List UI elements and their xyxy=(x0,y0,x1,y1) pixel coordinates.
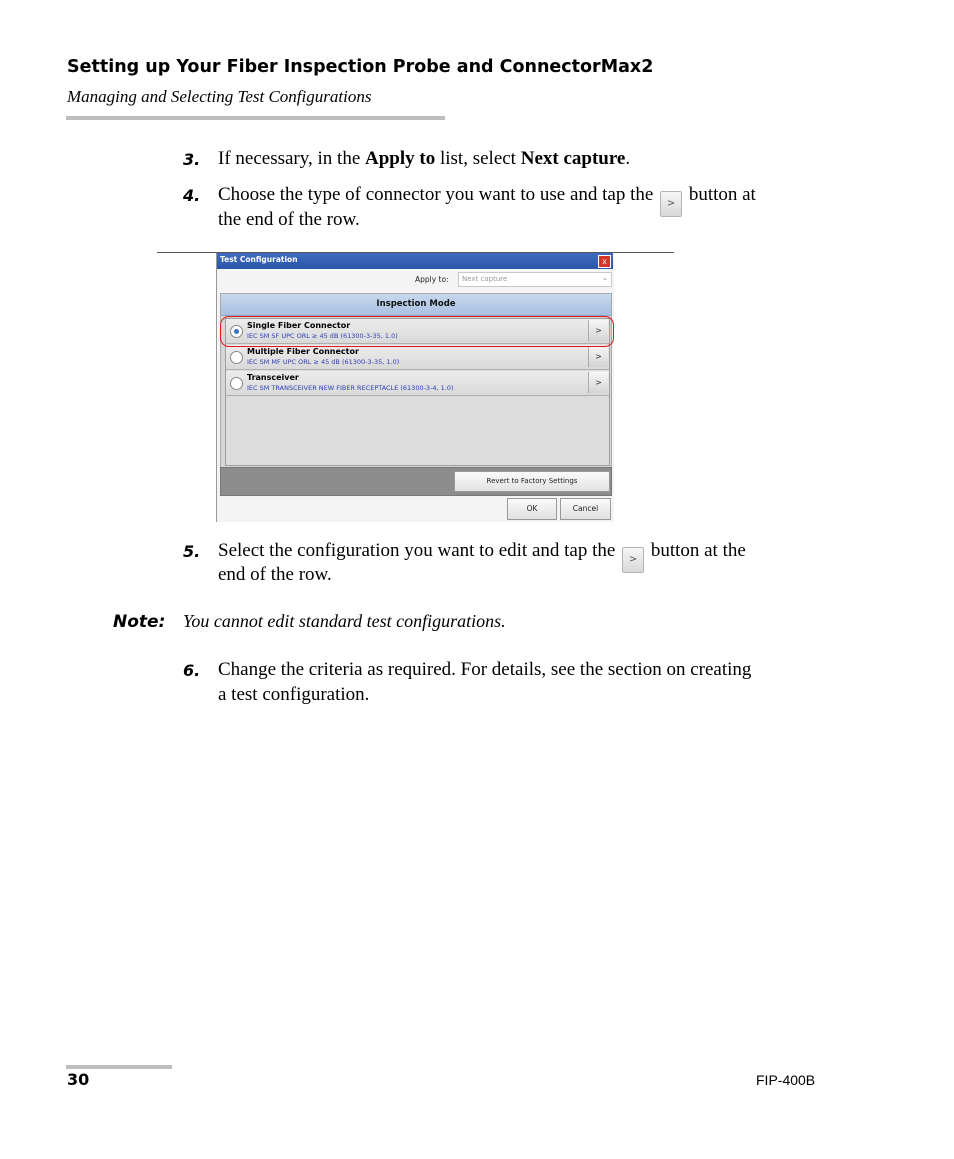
step-5-number: 5. xyxy=(183,542,201,561)
row-desc: IEC SM SF UPC ORL ≥ 45 dB (61300-3-35, 1.0) xyxy=(247,332,398,340)
step-3-post: . xyxy=(625,148,631,169)
panel-title: Inspection Mode xyxy=(221,294,611,316)
step-4-line2: the end of the row. xyxy=(218,209,360,230)
page-number: 30 xyxy=(67,1070,90,1089)
step-4-number: 4. xyxy=(183,186,201,205)
close-icon[interactable]: x xyxy=(598,255,611,268)
chapter-title: Setting up Your Fiber Inspection Probe and ConnectorMax2 xyxy=(67,57,654,77)
radio-transceiver[interactable] xyxy=(230,377,243,390)
section-subtitle: Managing and Selecting Test Configurations xyxy=(67,87,372,106)
window-title: Test Configuration xyxy=(220,255,298,264)
step-5-post: button at the xyxy=(650,540,746,561)
step-3-text xyxy=(218,146,630,171)
inline-arrow-button-icon: > xyxy=(622,547,644,573)
radio-multiple-fiber[interactable] xyxy=(230,351,243,364)
step-6-line2: a test configuration. xyxy=(218,684,370,705)
apply-to-value: Next capture xyxy=(462,275,508,283)
row-name: Multiple Fiber Connector xyxy=(247,347,359,356)
header-rule xyxy=(66,116,445,120)
note-text: You cannot edit standard test configurations. xyxy=(183,611,506,631)
product-model: FIP-400B xyxy=(756,1072,816,1088)
row-edit-button[interactable]: > xyxy=(588,320,608,341)
step-3-pre: If necessary, in the xyxy=(218,148,366,169)
row-name: Single Fiber Connector xyxy=(247,321,351,330)
apply-to-label: Apply to: xyxy=(415,275,449,284)
step-3-apply-to: Apply to xyxy=(365,148,436,169)
step-3-number: 3. xyxy=(183,150,201,169)
step-5-pre: Select the configuration you want to edit and tap the xyxy=(218,540,616,561)
window-title-bar xyxy=(217,253,613,269)
step-5-line2: end of the row. xyxy=(218,564,332,585)
list-item-multiple-fiber[interactable] xyxy=(226,345,609,370)
step-4-post: button at xyxy=(688,184,756,205)
footer-rule xyxy=(66,1065,172,1069)
step-4-pre: Choose the type of connector you want to use and tap the xyxy=(218,184,654,205)
test-configuration-screenshot xyxy=(216,253,614,522)
bottom-toolbar xyxy=(220,467,612,496)
inline-arrow-button-icon: > xyxy=(660,191,682,217)
revert-to-factory-button[interactable]: Revert to Factory Settings xyxy=(454,471,610,492)
list-item-transceiver[interactable] xyxy=(226,371,609,396)
apply-to-select[interactable] xyxy=(458,272,612,287)
note-label: Note: xyxy=(113,612,166,632)
selection-highlight-circle xyxy=(220,316,614,347)
step-6-number: 6. xyxy=(183,661,201,680)
row-desc: IEC SM TRANSCEIVER NEW FIBER RECEPTACLE (61300-3-4, 1.0) xyxy=(247,384,454,392)
step-3-next-capture: Next capture xyxy=(520,148,626,169)
row-desc: IEC SM MF UPC ORL ≥ 45 dB (61300-3-35, 1.0) xyxy=(247,358,400,366)
step-3-mid: list, select xyxy=(435,148,521,169)
row-name: Transceiver xyxy=(247,373,299,382)
row-edit-button[interactable]: > xyxy=(588,346,608,367)
ok-button[interactable]: OK xyxy=(507,498,557,520)
cancel-button[interactable]: Cancel xyxy=(560,498,611,520)
chevron-down-icon: ⌄ xyxy=(602,274,608,282)
row-edit-button[interactable]: > xyxy=(588,372,608,393)
step-6-line1: Change the criteria as required. For details, see the section on creating xyxy=(218,659,752,680)
